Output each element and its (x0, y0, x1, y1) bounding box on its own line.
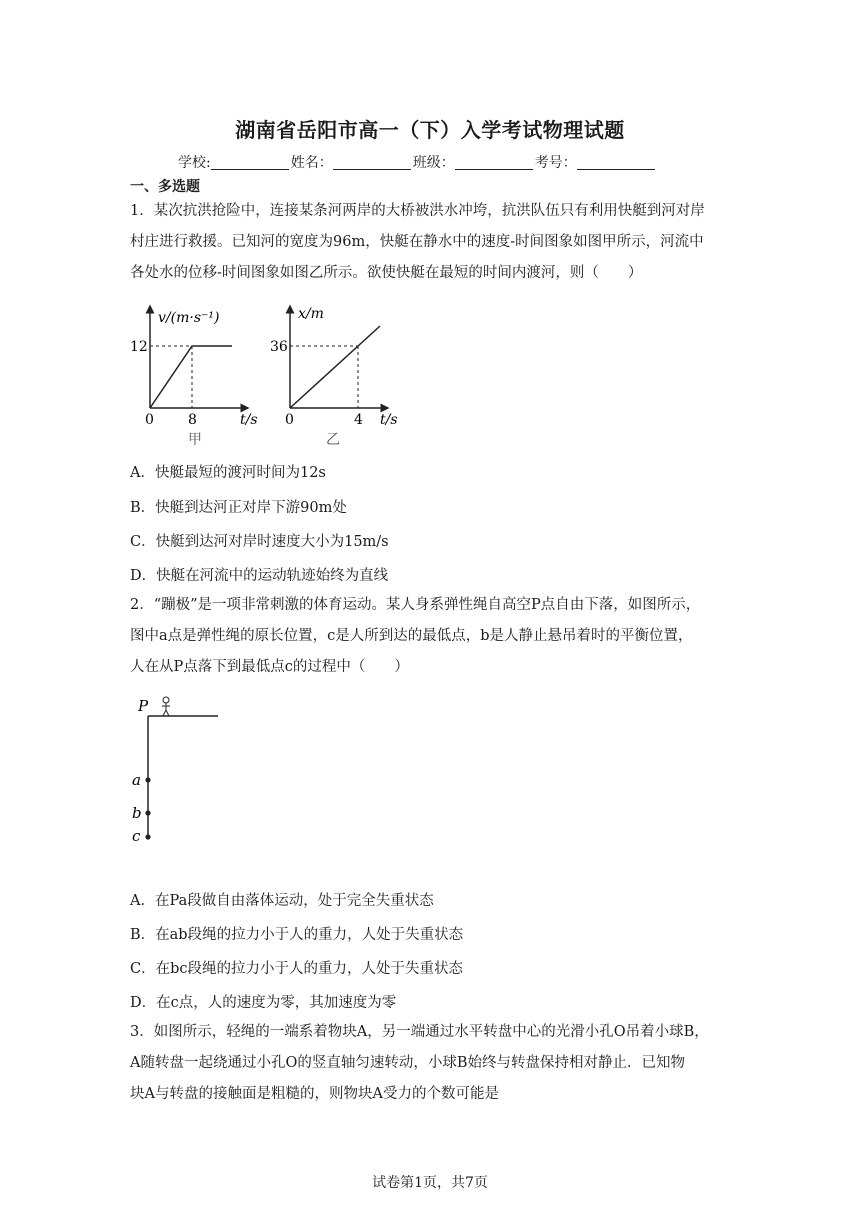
displacement-line (290, 326, 380, 408)
person-icon (162, 697, 170, 716)
point-a (145, 777, 150, 782)
figure-caption: 甲 (188, 432, 202, 448)
question-2-line: 人在从P点落下到最低点c的过程中（ ） (130, 659, 409, 675)
velocity-line (150, 346, 232, 408)
question-3-text (130, 1017, 730, 1110)
class-blank[interactable] (455, 155, 533, 170)
figure-velocity-time-graph (130, 300, 270, 450)
question-1-option-d[interactable]: D．快艇在河流中的运动轨迹始终为直线 (130, 568, 389, 584)
name-label: 姓名： (290, 155, 333, 171)
question-1-line: 1．某次抗洪抢险中，连接某条河两岸的大桥被洪水冲垮，抗洪队伍只有利用快艇到河对岸 (130, 203, 705, 219)
question-1-text (130, 196, 730, 289)
question-3-line: A随转盘一起绕通过小孔O的竖直轴匀速转动，小球B始终与转盘保持相对静止．已知物 (130, 1055, 686, 1071)
question-1-option-c[interactable]: C．快艇到达河对岸时速度大小为15m/s (130, 534, 389, 550)
exam-number-blank[interactable] (577, 155, 655, 170)
question-2-text (130, 590, 730, 683)
question-2-line: 2．“蹦极”是一项非常刺激的体育运动。某人身系弹性绳自高空P点自由下落，如图所示， (130, 597, 701, 613)
question-1-option-b[interactable]: B．快艇到达河正对岸下游90m处 (130, 500, 347, 516)
question-2-option-a[interactable]: A．在Pa段做自由落体运动，处于完全失重状态 (130, 893, 434, 909)
page-title: 湖南省岳阳市高一（下）入学考试物理试题 (235, 118, 625, 142)
point-c (145, 834, 150, 839)
school-blank[interactable] (211, 155, 289, 170)
origin-label: 0 (285, 412, 294, 428)
figure-displacement-time-graph (270, 300, 410, 450)
question-2-option-d[interactable]: D．在c点，人的速度为零，其加速度为零 (130, 995, 397, 1011)
question-1-line: 各处水的位移-时间图象如图乙所示。欲使快艇在最短的时间内渡河，则（ ） (130, 265, 643, 281)
student-info-row (178, 152, 657, 172)
x-tick-label: 8 (188, 412, 197, 428)
school-label: 学校: (178, 155, 211, 171)
x-axis-label: t/s (380, 412, 398, 428)
y-axis-label: v/(m·s⁻¹) (158, 310, 220, 326)
x-tick-label: 4 (354, 412, 363, 428)
question-2-line: 图中a点是弹性绳的原长位置，c是人所到达的最低点，b是人静止悬吊着时的平衡位置， (130, 628, 693, 644)
question-3-line: 块A与转盘的接触面是粗糙的，则物块A受力的个数可能是 (130, 1086, 499, 1102)
question-3-line: 3．如图所示，轻绳的一端系着物块A，另一端通过水平转盘中心的光滑小孔O吊着小球B， (130, 1024, 709, 1040)
point-p-label: P (138, 697, 149, 715)
question-1-option-a[interactable]: A．快艇最短的渡河时间为12s (130, 465, 326, 481)
x-axis-label: t/s (240, 412, 258, 428)
point-a-label: a (132, 771, 141, 789)
point-b-label: b (132, 804, 142, 822)
question-2-option-b[interactable]: B．在ab段绳的拉力小于人的重力，人处于失重状态 (130, 927, 464, 943)
question-1-line: 村庄进行救援。已知河的宽度为96m，快艇在静水中的速度-时间图象如图甲所示，河流中 (130, 234, 704, 250)
y-tick-label: 12 (130, 339, 148, 355)
name-blank[interactable] (333, 155, 411, 170)
section-heading: 一、多选题 (130, 179, 200, 195)
class-label: 班级： (412, 155, 455, 171)
exam-number-label: 考号： (534, 155, 577, 171)
origin-label: 0 (145, 412, 154, 428)
figure-bungee-diagram (128, 692, 228, 848)
question-2-option-c[interactable]: C．在bc段绳的拉力小于人的重力，人处于失重状态 (130, 961, 463, 977)
figure-caption: 乙 (326, 432, 340, 448)
point-b (145, 810, 150, 815)
point-c-label: c (132, 827, 141, 845)
page-footer: 试卷第1页，共7页 (372, 1175, 488, 1191)
y-axis-label: x/m (298, 306, 324, 322)
y-tick-label: 36 (270, 339, 288, 355)
